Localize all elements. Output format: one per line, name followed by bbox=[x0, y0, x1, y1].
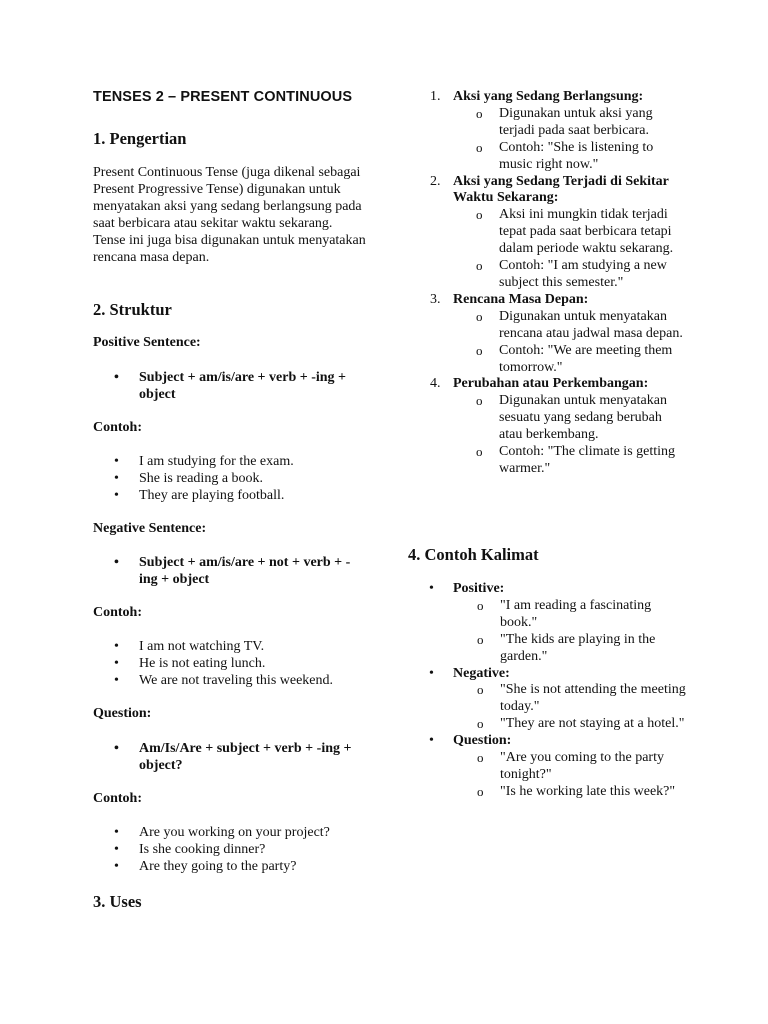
item-number: 4. bbox=[430, 376, 441, 392]
negative-formula-list bbox=[93, 555, 368, 589]
uses-item bbox=[408, 292, 688, 377]
negative-sentence-label: Negative Sentence: bbox=[93, 521, 207, 536]
list-item: o "She is not attending the meeting today." bbox=[453, 682, 688, 716]
question-label: Question: bbox=[93, 706, 152, 721]
uses-sublist bbox=[453, 106, 688, 174]
example-group-label: Positive: bbox=[453, 581, 505, 596]
negative-formula: • Subject + am/is/are + not + verb + -ing + object bbox=[93, 555, 368, 589]
heading-pengertian: 1. Pengertian bbox=[93, 129, 187, 148]
list-item: • They are playing football. bbox=[93, 488, 368, 505]
list-item: o Contoh: "She is listening to music right now." bbox=[453, 140, 688, 174]
positive-formula-list bbox=[93, 370, 368, 404]
heading-contoh-kalimat: 4. Contoh Kalimat bbox=[408, 545, 539, 564]
question-examples-list bbox=[93, 825, 368, 876]
example-sublist bbox=[453, 598, 688, 666]
example-group bbox=[408, 581, 688, 666]
positive-formula: • Subject + am/is/are + verb + -ing + object bbox=[93, 370, 368, 404]
question-formula-list bbox=[93, 741, 368, 775]
list-item: • Is she cooking dinner? bbox=[93, 842, 368, 859]
contoh-kalimat-list bbox=[408, 581, 688, 801]
document-title: TENSES 2 – PRESENT CONTINUOUS bbox=[93, 89, 353, 105]
list-item: • We are not traveling this weekend. bbox=[93, 673, 368, 690]
uses-sublist bbox=[453, 393, 688, 478]
intro-paragraph: Present Continuous Tense (juga dikenal sebagai Present Progressive Tense) digunakan untuk menyatakan aksi yang sedang berlangsung pada saat berbicara atau sekitar waktu sekarang. Tense ini juga bisa digunakan untuk menyatakan rencana masa depan. bbox=[93, 165, 366, 265]
example-group bbox=[408, 666, 688, 734]
negative-contoh-label: Contoh: bbox=[93, 605, 143, 620]
positive-sentence-label: Positive Sentence: bbox=[93, 335, 201, 350]
uses-sublist bbox=[453, 207, 688, 292]
uses-item-title: Aksi yang Sedang Berlangsung: bbox=[453, 89, 644, 104]
list-item: o "I am reading a fascinating book." bbox=[453, 598, 688, 632]
list-item: • I am studying for the exam. bbox=[93, 454, 368, 471]
list-item: • I am not watching TV. bbox=[93, 639, 368, 656]
list-item: o "Is he working late this week?" bbox=[453, 784, 688, 801]
heading-uses: 3. Uses bbox=[93, 892, 142, 911]
uses-list bbox=[408, 89, 688, 478]
list-item: o "The kids are playing in the garden." bbox=[453, 632, 688, 666]
list-item: • Are you working on your project? bbox=[93, 825, 368, 842]
uses-item-title: Perubahan atau Perkembangan: bbox=[453, 376, 649, 392]
list-item: • She is reading a book. bbox=[93, 471, 368, 488]
example-group-label: Negative: bbox=[453, 665, 510, 681]
list-item: o "They are not staying at a hotel." bbox=[453, 716, 688, 733]
example-group bbox=[408, 733, 688, 801]
question-formula: • Am/Is/Are + subject + verb + -ing + object? bbox=[93, 741, 368, 775]
example-group-label: Question: bbox=[453, 733, 512, 749]
list-item: • Are they going to the party? bbox=[93, 859, 368, 876]
list-item: o Digunakan untuk menyatakan rencana atau jadwal masa depan. bbox=[453, 309, 688, 343]
heading-struktur: 2. Struktur bbox=[93, 300, 172, 319]
question-contoh-label: Contoh: bbox=[93, 791, 143, 806]
uses-item bbox=[408, 174, 688, 292]
negative-examples-list bbox=[93, 639, 368, 690]
uses-item bbox=[408, 376, 688, 477]
example-sublist bbox=[453, 682, 688, 733]
list-item: o Contoh: "I am studying a new subject this semester." bbox=[453, 258, 688, 292]
uses-sublist bbox=[453, 309, 688, 377]
list-item: o Digunakan untuk aksi yang terjadi pada saat berbicara. bbox=[453, 106, 688, 140]
list-item: o Contoh: "The climate is getting warmer." bbox=[453, 444, 688, 478]
uses-item bbox=[408, 89, 688, 174]
list-item: • He is not eating lunch. bbox=[93, 656, 368, 673]
uses-item-title: Rencana Masa Depan: bbox=[453, 291, 589, 307]
example-sublist bbox=[453, 750, 688, 801]
list-item: o Contoh: "We are meeting them tomorrow." bbox=[453, 343, 688, 377]
positive-contoh-label: Contoh: bbox=[93, 420, 143, 435]
item-number: 3. bbox=[430, 291, 441, 307]
item-number: 1. bbox=[430, 89, 441, 104]
list-item: o Aksi ini mungkin tidak terjadi tepat pada saat berbicara tetapi dalam periode waktu sekarang. bbox=[453, 207, 688, 258]
list-item: o "Are you coming to the party tonight?" bbox=[453, 750, 688, 784]
item-number: 2. bbox=[430, 173, 441, 189]
list-item: o Digunakan untuk menyatakan sesuatu yang sedang berubah atau berkembang. bbox=[453, 393, 688, 444]
uses-item-title: Aksi yang Sedang Terjadi di Sekitar Waktu Sekarang: bbox=[453, 173, 669, 206]
positive-examples-list bbox=[93, 454, 368, 505]
